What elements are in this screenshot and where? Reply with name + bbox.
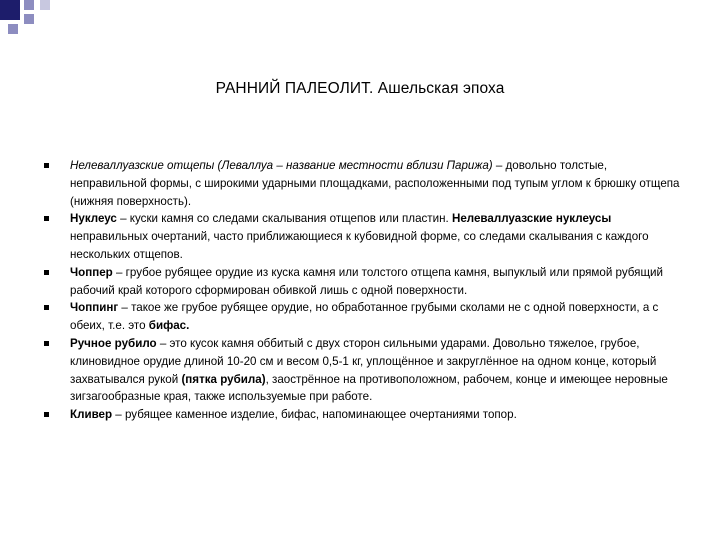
list-item [44,406,684,424]
term-text: Чоппинг [70,301,119,315]
decor-square [40,0,50,10]
list-item [44,157,684,210]
bullet-square-icon [44,163,49,168]
decorative-squares [0,0,720,40]
term-text: Ручное рубило [70,336,157,350]
bullet-square-icon [44,341,49,346]
decor-square [8,24,18,34]
bullet-square-icon [44,412,49,417]
body-text: – куски камня со следами скалывания отщепов или пластин. [116,212,452,226]
body-text: неправильных очертаний, часто приближающиеся к кубовидной форме, со следами скалывания с каждого нескольких отщепов. [70,230,649,261]
bullet-list [44,157,684,424]
list-item [44,210,684,263]
term-text: (пятка рубила) [181,372,266,386]
term-text: бифас. [148,319,190,333]
decor-square [24,0,34,10]
decor-square [24,14,34,24]
list-item [44,335,684,406]
body-text: – такое же грубое рубящее орудие, но обработанное грубыми сколами не с одной поверхности, а с обеих, т.е. это [70,301,659,333]
bullet-square-icon [44,305,49,310]
bullet-square-icon [44,216,49,221]
list-item [44,264,684,300]
term-text: Чоппер [70,265,113,279]
body-text: – это кусок камня оббитый с двух сторон сильными ударами. Довольно тяжелое, грубое, клиновидное орудие длиной 10-20 см и весом 0,5-1 кг, уплощённое и закруглённое на одном конце, который захватывался рукой [70,336,657,386]
bullet-square-icon [44,270,49,275]
page-title: РАННИЙ ПАЛЕОЛИТ. Ашельская эпоха [215,80,505,97]
term-text: Нелеваллуазские нуклеусы [451,212,612,226]
italic-text: Нелеваллуазские отщепы (Леваллуа – название местности вблизи Парижа) [70,159,493,172]
list-item [44,299,684,335]
body-text: – рубящее каменное изделие, бифас, напоминающее очертаниями топор. [112,408,517,422]
term-text: Нуклеус [70,212,117,226]
body-text: – грубое рубящее орудие из куска камня или толстого отщепа камня, выпуклый или прямой рубящий рабочий край которого сформирован обивкой лишь с одной поверхности. [70,265,663,297]
decor-square [0,0,20,20]
body-text: , заострённое на противоположном, рабочем, конце и имеющее неровные зигзагообразные края, также используемые при работе. [70,372,668,404]
body-text: – довольно толстые, неправильной формы, с широкими ударными площадками, расположенными под тупым углом к брюшку отщепа (нижняя поверхность). [70,159,680,208]
term-text: Кливер [70,408,113,422]
